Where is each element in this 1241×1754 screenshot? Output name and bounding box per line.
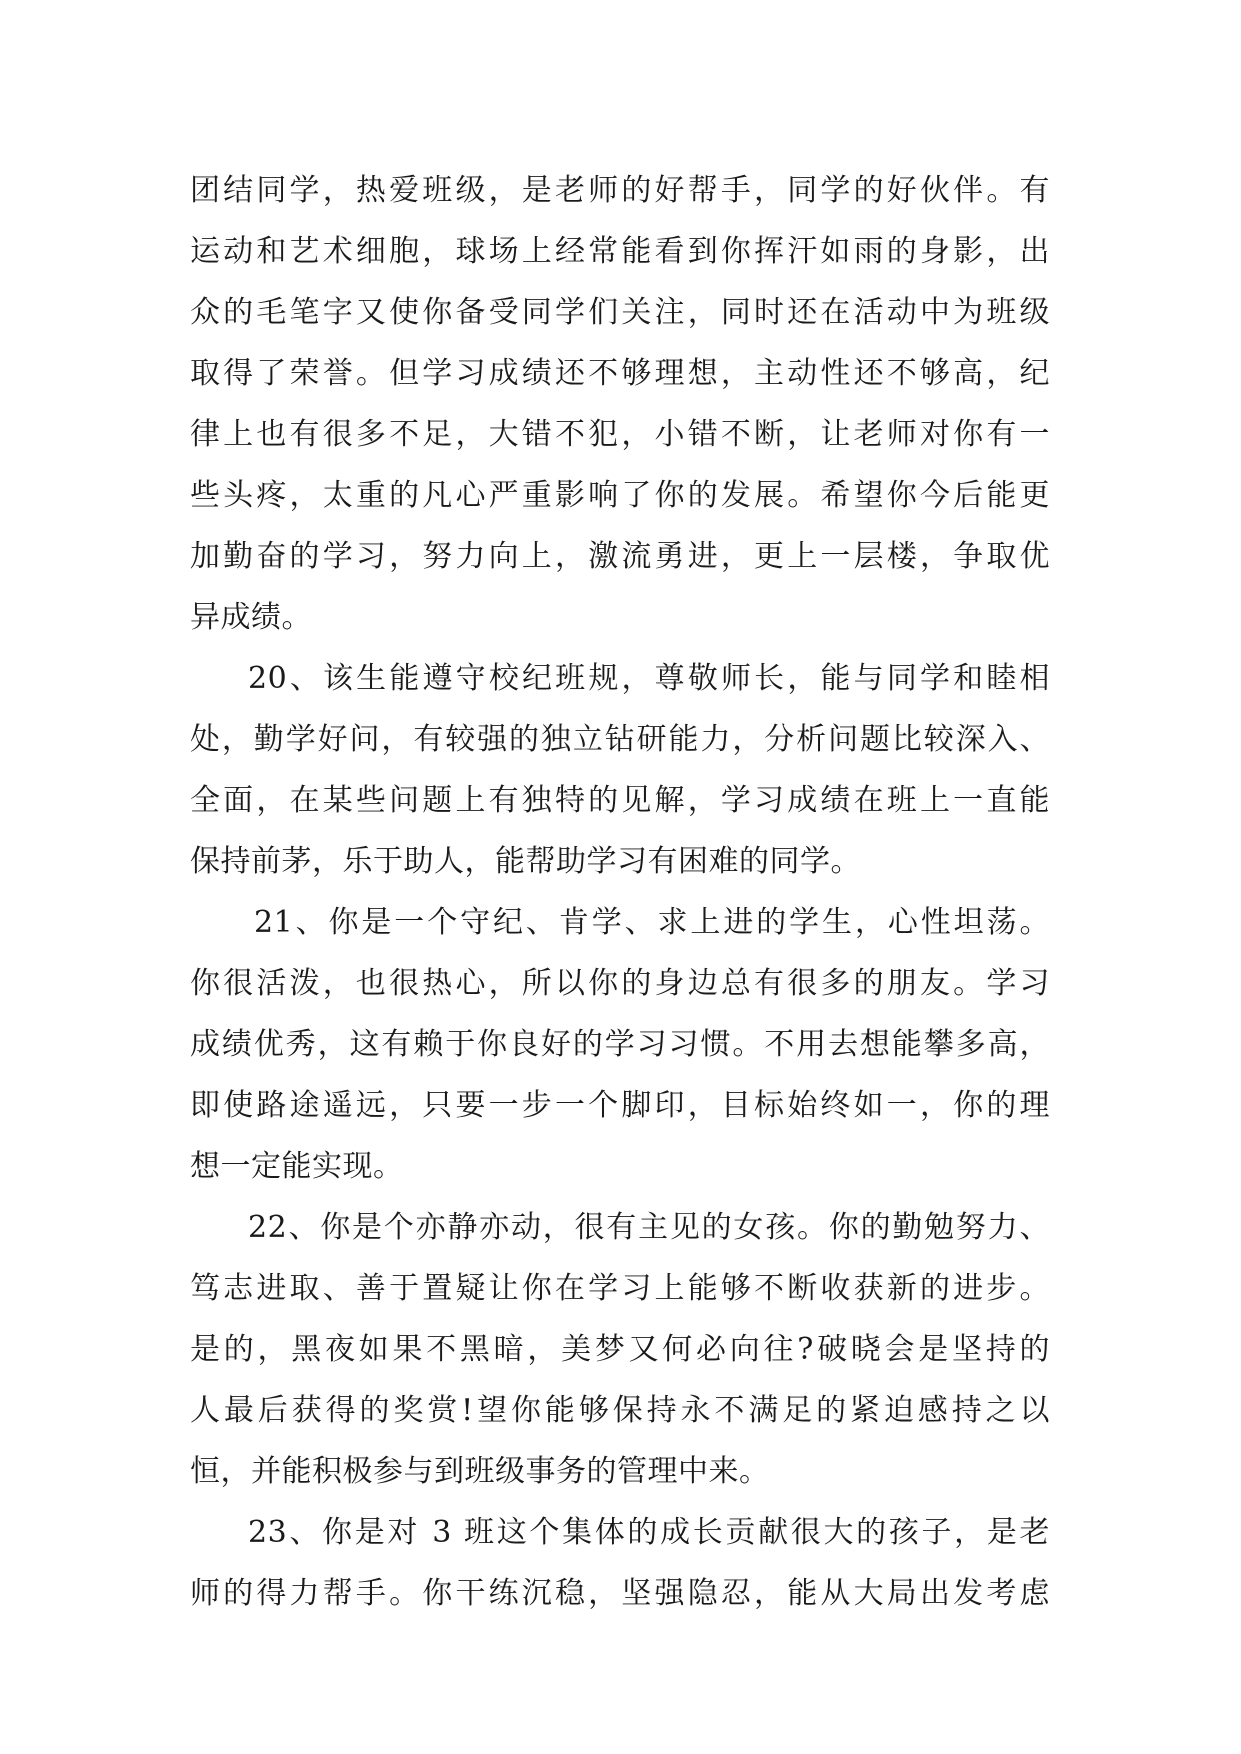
- text-line: 笃志进取、善于置疑让你在学习上能够不断收获新的进步。: [190, 1271, 1050, 1306]
- text-line: 成绩优秀，这有赖于你良好的学习习惯。不用去想能攀多高，: [190, 1027, 1050, 1062]
- text-line: 异成绩。: [190, 600, 312, 635]
- paragraph-23-start: 23、你是对 3 班这个集体的成长贡献很大的孩子，是老: [248, 1515, 1050, 1550]
- text-line: 律上也有很多不足，大错不犯，小错不断，让老师对你有一: [190, 417, 1050, 452]
- text-line: 保持前茅，乐于助人，能帮助学习有困难的同学。: [190, 844, 861, 879]
- text-line: 想一定能实现。: [190, 1149, 404, 1184]
- paragraph-20-start: 20、该生能遵守校纪班规，尊敬师长，能与同学和睦相: [248, 661, 1050, 696]
- text-line: 全面，在某些问题上有独特的见解，学习成绩在班上一直能: [190, 783, 1050, 818]
- text-line: 是的，黑夜如果不黑暗，美梦又何必向往?破晓会是坚持的: [190, 1332, 1050, 1367]
- text-line: 团结同学，热爱班级，是老师的好帮手，同学的好伙伴。有: [190, 173, 1050, 208]
- text-line: 加勤奋的学习，努力向上，激流勇进，更上一层楼，争取优: [190, 539, 1050, 574]
- paragraph-22-start: 22、你是个亦静亦动，很有主见的女孩。你的勤勉努力、: [248, 1210, 1050, 1245]
- document-body: [190, 160, 1050, 1624]
- text-line: 些头疼，太重的凡心严重影响了你的发展。希望你今后能更: [190, 478, 1050, 513]
- text-line: 取得了荣誉。但学习成绩还不够理想，主动性还不够高，纪: [190, 356, 1050, 391]
- text-line: 恒，并能积极参与到班级事务的管理中来。: [190, 1454, 770, 1489]
- paragraph-21-start: 21、你是一个守纪、肯学、求上进的学生，心性坦荡。: [254, 905, 1050, 940]
- text-line: 众的毛笔字又使你备受同学们关注，同时还在活动中为班级: [190, 295, 1050, 330]
- text-line: 你很活泼，也很热心，所以你的身边总有很多的朋友。学习: [190, 966, 1050, 1001]
- text-line: 师的得力帮手。你干练沉稳，坚强隐忍，能从大局出发考虑: [190, 1576, 1050, 1611]
- text-line: 人最后获得的奖赏!望你能够保持永不满足的紧迫感持之以: [190, 1393, 1050, 1428]
- text-line: 运动和艺术细胞，球场上经常能看到你挥汗如雨的身影，出: [190, 234, 1050, 269]
- text-line: 即使路途遥远，只要一步一个脚印，目标始终如一，你的理: [190, 1088, 1050, 1123]
- text-line: 处，勤学好问，有较强的独立钻研能力，分析问题比较深入、: [190, 722, 1050, 757]
